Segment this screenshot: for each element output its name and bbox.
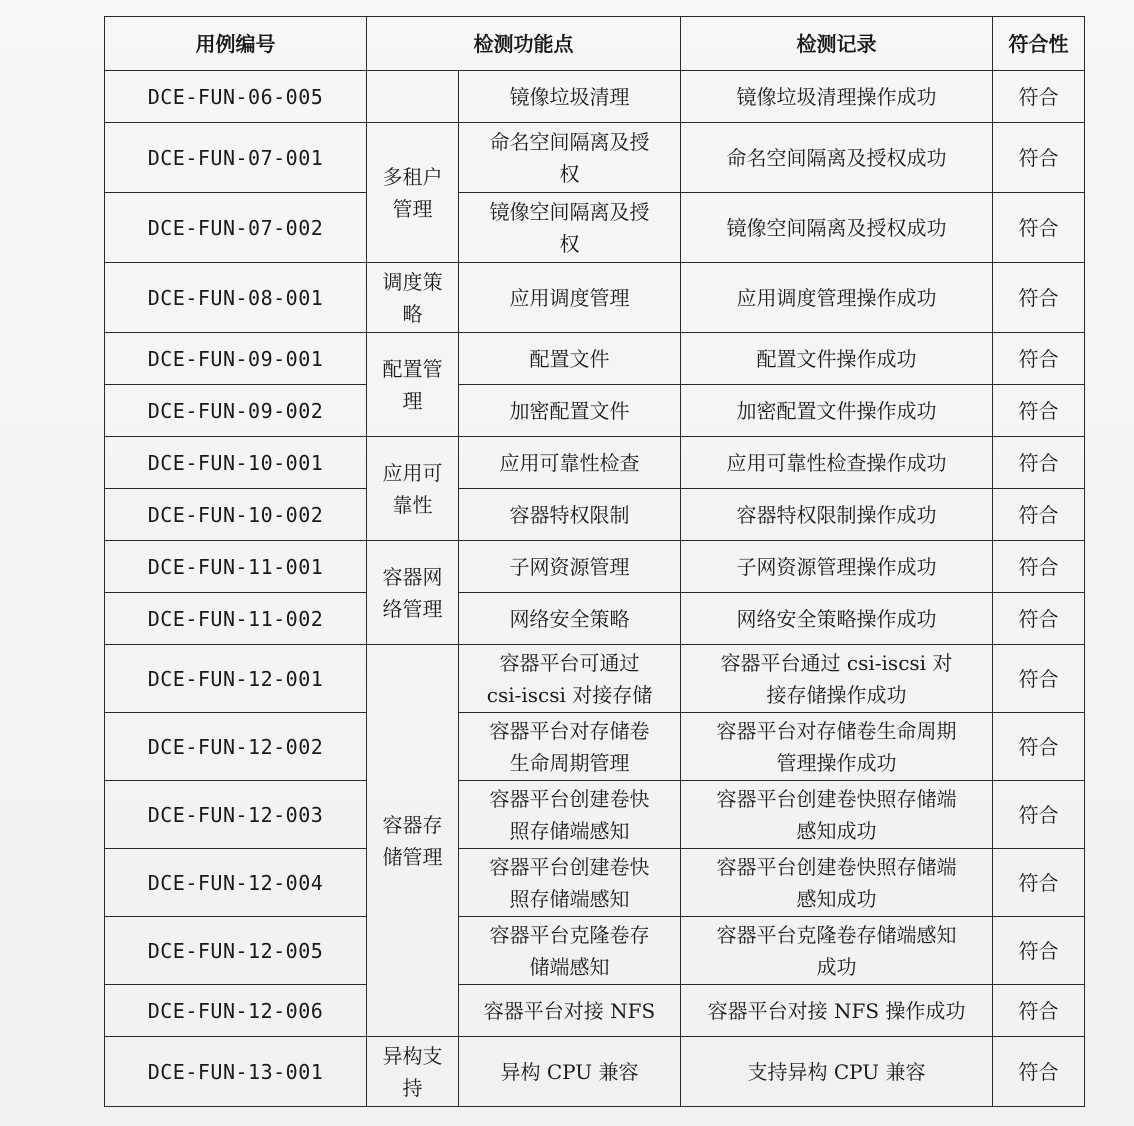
category-cell-empty <box>367 71 459 123</box>
feature-line: 生命周期管理 <box>509 750 630 775</box>
record-line: 容器平台克隆卷存储端感知 <box>716 922 957 947</box>
table-row <box>105 333 1085 385</box>
feature-cell: 应用可靠性检查 <box>459 437 681 489</box>
feature-cell: 配置文件 <box>459 333 681 385</box>
record-cell: 镜像空间隔离及授权成功 <box>681 193 993 263</box>
record-cell: 网络安全策略操作成功 <box>681 593 993 645</box>
feature-cell <box>459 193 681 263</box>
category-line: 略 <box>402 301 423 326</box>
record-cell: 容器平台对接 NFS 操作成功 <box>681 985 993 1037</box>
case-id-cell: DCE-FUN-12-003 <box>105 781 367 849</box>
case-id-cell: DCE-FUN-07-002 <box>105 193 367 263</box>
record-cell: 命名空间隔离及授权成功 <box>681 123 993 193</box>
case-id-cell: DCE-FUN-11-001 <box>105 541 367 593</box>
result-cell: 符合 <box>993 385 1085 437</box>
result-cell: 符合 <box>993 71 1085 123</box>
case-id-cell: DCE-FUN-12-001 <box>105 645 367 713</box>
table-row <box>105 489 1085 541</box>
result-cell: 符合 <box>993 849 1085 917</box>
record-line: 容器平台对存储卷生命周期 <box>716 718 957 743</box>
category-line: 异构支 <box>382 1043 443 1068</box>
feature-cell <box>459 781 681 849</box>
table-row <box>105 193 1085 263</box>
case-id-cell: DCE-FUN-06-005 <box>105 71 367 123</box>
category-cell-hetero <box>367 1037 459 1107</box>
category-line: 储管理 <box>382 844 443 869</box>
result-cell: 符合 <box>993 1037 1085 1107</box>
record-line: 感知成功 <box>796 818 877 843</box>
category-line: 络管理 <box>382 596 443 621</box>
category-cell-storage <box>367 645 459 1037</box>
feature-cell: 子网资源管理 <box>459 541 681 593</box>
feature-cell <box>459 123 681 193</box>
record-cell <box>681 781 993 849</box>
record-line: 容器平台创建卷快照存储端 <box>716 786 957 811</box>
record-line: 接存储操作成功 <box>766 682 907 707</box>
record-cell: 应用调度管理操作成功 <box>681 263 993 333</box>
feature-cell: 容器特权限制 <box>459 489 681 541</box>
table-row <box>105 263 1085 333</box>
feature-cell <box>459 849 681 917</box>
category-line: 应用可 <box>382 460 443 485</box>
test-results-table <box>104 16 1085 1107</box>
result-cell: 符合 <box>993 985 1085 1037</box>
category-line: 管理 <box>392 196 433 221</box>
record-cell: 加密配置文件操作成功 <box>681 385 993 437</box>
result-cell: 符合 <box>993 781 1085 849</box>
category-line: 多租户 <box>382 164 443 189</box>
result-cell: 符合 <box>993 193 1085 263</box>
feature-line: 容器平台克隆卷存 <box>489 922 650 947</box>
table-row <box>105 713 1085 781</box>
record-line: 容器平台创建卷快照存储端 <box>716 854 957 879</box>
record-cell <box>681 849 993 917</box>
case-id-cell: DCE-FUN-13-001 <box>105 1037 367 1107</box>
feature-line: 容器平台可通过 <box>499 650 640 675</box>
case-id-cell: DCE-FUN-08-001 <box>105 263 367 333</box>
table-row <box>105 985 1085 1037</box>
table-row <box>105 645 1085 713</box>
record-cell: 子网资源管理操作成功 <box>681 541 993 593</box>
table-row <box>105 849 1085 917</box>
category-cell-config <box>367 333 459 437</box>
table-row <box>105 781 1085 849</box>
feature-line: 容器平台创建卷快 <box>489 854 650 879</box>
table-row <box>105 437 1085 489</box>
table-row <box>105 593 1085 645</box>
category-line: 理 <box>402 388 423 413</box>
result-cell: 符合 <box>993 593 1085 645</box>
feature-line: 容器平台对存储卷 <box>489 718 650 743</box>
category-line: 靠性 <box>392 492 433 517</box>
record-line: 成功 <box>816 954 857 979</box>
table-header-row <box>105 17 1085 71</box>
case-id-cell: DCE-FUN-12-004 <box>105 849 367 917</box>
feature-cell <box>459 645 681 713</box>
table-row <box>105 1037 1085 1107</box>
category-line: 配置管 <box>382 356 443 381</box>
case-id-cell: DCE-FUN-12-006 <box>105 985 367 1037</box>
category-cell-reliability <box>367 437 459 541</box>
case-id-cell: DCE-FUN-07-001 <box>105 123 367 193</box>
feature-line: 权 <box>559 231 580 256</box>
category-cell-multi-tenant <box>367 123 459 263</box>
feature-cell: 镜像垃圾清理 <box>459 71 681 123</box>
result-cell: 符合 <box>993 645 1085 713</box>
feature-cell: 加密配置文件 <box>459 385 681 437</box>
feature-cell: 应用调度管理 <box>459 263 681 333</box>
record-cell: 支持异构 CPU 兼容 <box>681 1037 993 1107</box>
category-cell-network <box>367 541 459 645</box>
record-cell: 镜像垃圾清理操作成功 <box>681 71 993 123</box>
header-result: 符合性 <box>993 17 1085 71</box>
table-row <box>105 71 1085 123</box>
case-id-cell: DCE-FUN-11-002 <box>105 593 367 645</box>
category-line: 持 <box>402 1075 423 1100</box>
table-row <box>105 917 1085 985</box>
case-id-cell: DCE-FUN-12-005 <box>105 917 367 985</box>
record-line: 管理操作成功 <box>776 750 897 775</box>
record-cell <box>681 713 993 781</box>
case-id-cell: DCE-FUN-12-002 <box>105 713 367 781</box>
result-cell: 符合 <box>993 541 1085 593</box>
result-cell: 符合 <box>993 263 1085 333</box>
feature-line: csi-iscsi 对接存储 <box>486 682 653 707</box>
record-line: 容器平台通过 csi-iscsi 对 <box>720 650 953 675</box>
result-cell: 符合 <box>993 917 1085 985</box>
feature-line: 权 <box>559 161 580 186</box>
feature-cell <box>459 917 681 985</box>
feature-line: 命名空间隔离及授 <box>489 129 650 154</box>
feature-cell: 网络安全策略 <box>459 593 681 645</box>
case-id-cell: DCE-FUN-10-001 <box>105 437 367 489</box>
feature-line: 照存储端感知 <box>509 818 630 843</box>
category-line: 容器存 <box>382 812 443 837</box>
header-function: 检测功能点 <box>367 17 681 71</box>
feature-cell <box>459 713 681 781</box>
category-line: 容器网 <box>382 564 443 589</box>
header-record: 检测记录 <box>681 17 993 71</box>
record-cell <box>681 917 993 985</box>
feature-cell: 异构 CPU 兼容 <box>459 1037 681 1107</box>
record-cell <box>681 645 993 713</box>
case-id-cell: DCE-FUN-10-002 <box>105 489 367 541</box>
result-cell: 符合 <box>993 489 1085 541</box>
result-cell: 符合 <box>993 713 1085 781</box>
case-id-cell: DCE-FUN-09-001 <box>105 333 367 385</box>
result-cell: 符合 <box>993 333 1085 385</box>
feature-line: 照存储端感知 <box>509 886 630 911</box>
record-cell: 配置文件操作成功 <box>681 333 993 385</box>
feature-cell: 容器平台对接 NFS <box>459 985 681 1037</box>
record-line: 感知成功 <box>796 886 877 911</box>
feature-line: 镜像空间隔离及授 <box>489 199 650 224</box>
category-line: 调度策 <box>382 269 443 294</box>
table-row <box>105 385 1085 437</box>
table-row <box>105 123 1085 193</box>
table-row <box>105 541 1085 593</box>
category-cell-scheduling <box>367 263 459 333</box>
result-cell: 符合 <box>993 123 1085 193</box>
feature-line: 容器平台创建卷快 <box>489 786 650 811</box>
case-id-cell: DCE-FUN-09-002 <box>105 385 367 437</box>
record-cell: 容器特权限制操作成功 <box>681 489 993 541</box>
record-cell: 应用可靠性检查操作成功 <box>681 437 993 489</box>
feature-line: 储端感知 <box>529 954 610 979</box>
header-case-id: 用例编号 <box>105 17 367 71</box>
result-cell: 符合 <box>993 437 1085 489</box>
